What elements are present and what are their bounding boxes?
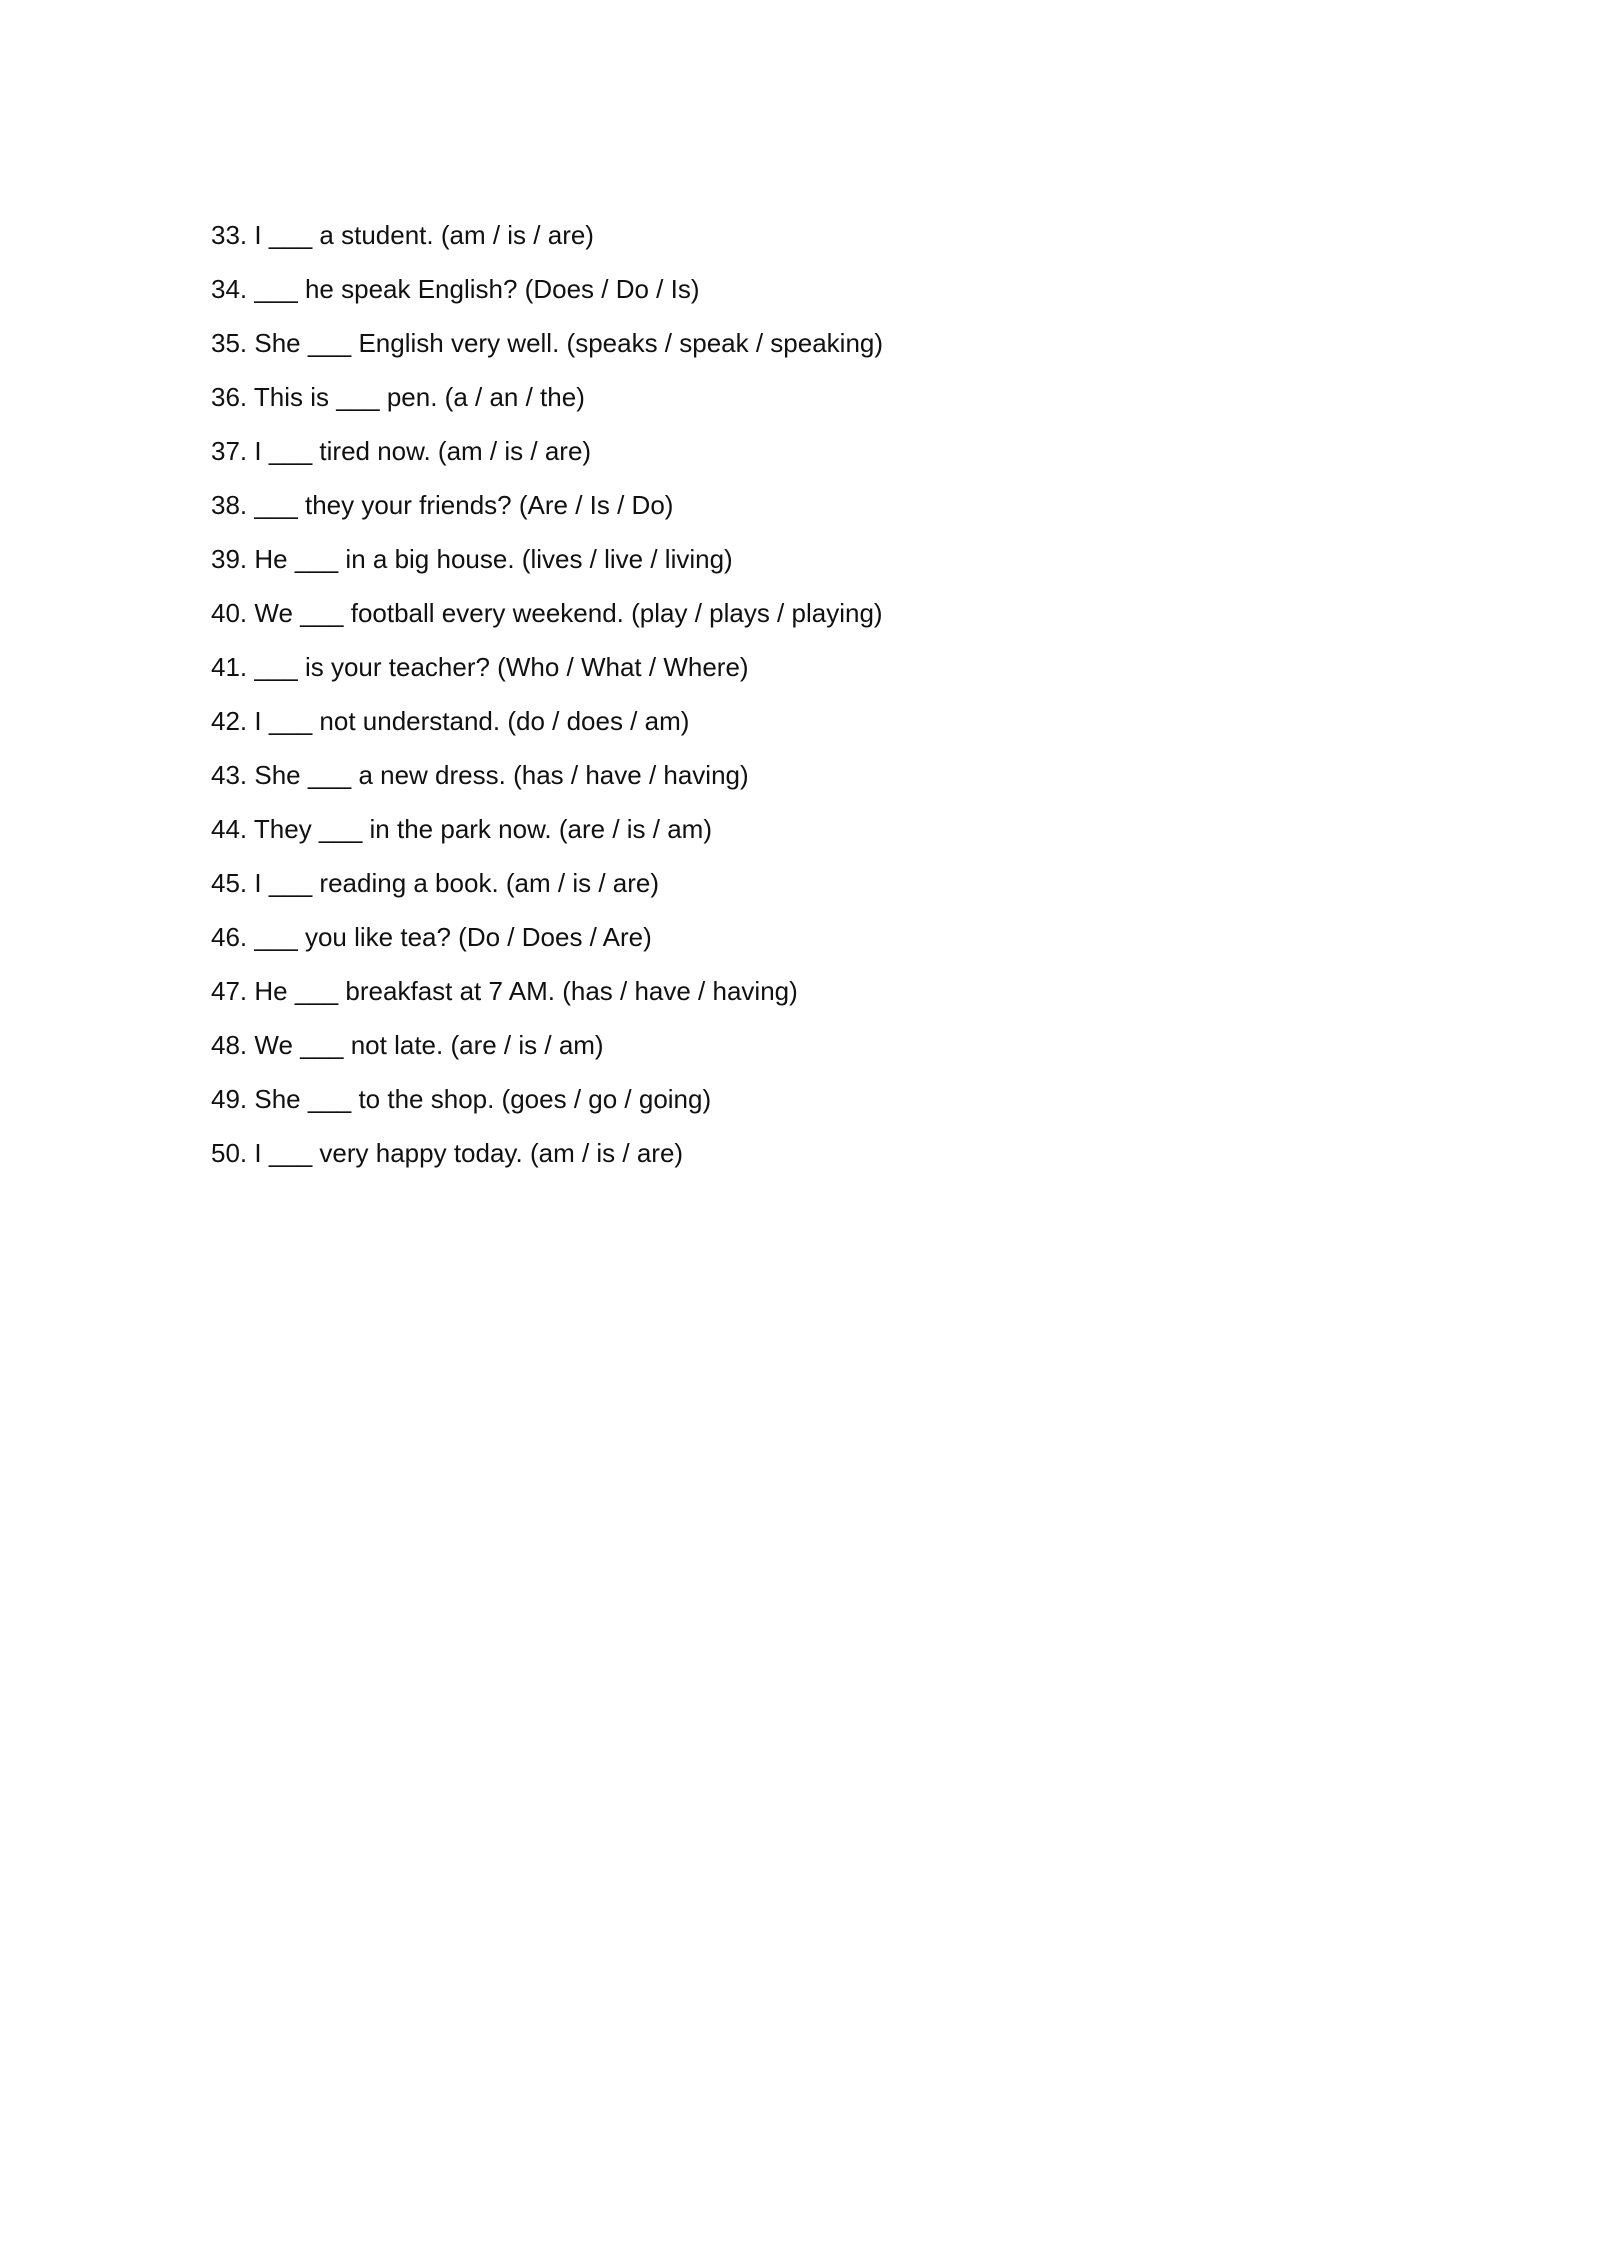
question-35: 35. She ___ English very well. (speaks / speak / speaking) <box>211 328 884 358</box>
question-50: 50. I ___ very happy today. (am / is / are) <box>211 1138 684 1168</box>
question-42: 42. I ___ not understand. (do / does / am) <box>211 706 690 736</box>
question-46: 46. ___ you like tea? (Do / Does / Are) <box>211 922 652 952</box>
question-41: 41. ___ is your teacher? (Who / What / Where) <box>211 652 749 682</box>
question-45: 45. I ___ reading a book. (am / is / are) <box>211 868 660 898</box>
question-44: 44. They ___ in the park now. (are / is / am) <box>211 814 712 844</box>
question-40: 40. We ___ football every weekend. (play / plays / playing) <box>211 598 883 628</box>
question-list <box>211 208 883 1180</box>
question-38: 38. ___ they your friends? (Are / Is / Do) <box>211 490 674 520</box>
question-33: 33. I ___ a student. (am / is / are) <box>211 220 594 250</box>
question-39: 39. He ___ in a big house. (lives / live / living) <box>211 544 733 574</box>
question-34: 34. ___ he speak English? (Does / Do / Is) <box>211 274 700 304</box>
question-36: 36. This is ___ pen. (a / an / the) <box>211 382 585 412</box>
question-49: 49. She ___ to the shop. (goes / go / going) <box>211 1084 712 1114</box>
question-37: 37. I ___ tired now. (am / is / are) <box>211 436 592 466</box>
question-43: 43. She ___ a new dress. (has / have / having) <box>211 760 749 790</box>
question-47: 47. He ___ breakfast at 7 AM. (has / have / having) <box>211 976 798 1006</box>
question-48: 48. We ___ not late. (are / is / am) <box>211 1030 604 1060</box>
